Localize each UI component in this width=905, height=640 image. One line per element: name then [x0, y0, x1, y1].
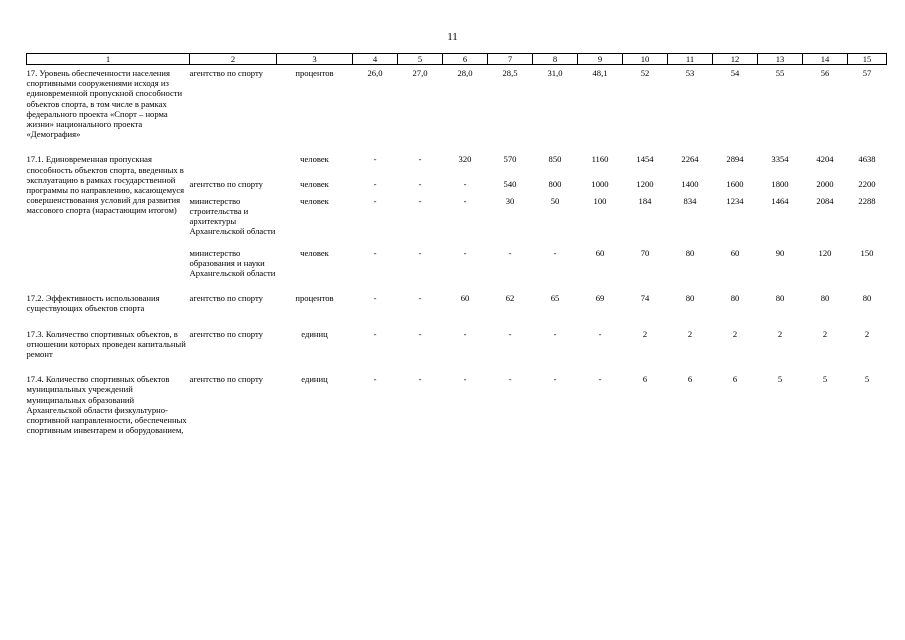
unit-of-measure: человек — [300, 247, 329, 258]
value-cell: 60 — [460, 293, 470, 304]
value-cell: - — [373, 374, 377, 385]
value-cell: - — [553, 374, 557, 385]
value-cell: - — [553, 328, 557, 339]
value-cell: 53 — [685, 68, 695, 78]
column-header: 2 — [190, 54, 277, 65]
value-cell: 3354 — [771, 154, 789, 165]
value-cell: 80 — [685, 293, 695, 304]
value-cell: 60 — [730, 247, 740, 258]
value-cell: 80 — [730, 293, 740, 304]
value-cell: 2084 — [816, 195, 834, 206]
value-cell: 1400 — [681, 178, 699, 189]
value-cell: 2 — [732, 328, 738, 339]
value-cell: - — [373, 293, 377, 304]
value-cell: 50 — [550, 195, 560, 206]
table-row — [27, 237, 887, 279]
value-cell: 80 — [820, 293, 830, 304]
responsible-body: агентство по спорту — [189, 178, 263, 189]
table-row — [27, 278, 887, 313]
unit-of-measure: процентов — [295, 68, 334, 78]
value-cell: 800 — [548, 178, 562, 189]
value-cell: 2 — [822, 328, 828, 339]
value-cell: 31,0 — [547, 68, 563, 78]
value-cell: 6 — [642, 374, 648, 385]
value-cell: - — [553, 247, 557, 258]
table-header-row — [27, 54, 887, 65]
value-cell: - — [418, 247, 422, 258]
value-cell: 1464 — [771, 195, 789, 206]
value-cell: 570 — [503, 154, 517, 165]
column-header: 5 — [398, 54, 443, 65]
value-cell: 6 — [687, 374, 693, 385]
indicator-name: 17.4. Количество спортивных объектов муниципальных учреждений муниципальных образований Архангельской области физкультурно-спортивной направленности, обеспеченных спортивным инвентарем и оборудованием, — [26, 374, 187, 436]
column-header: 10 — [623, 54, 668, 65]
value-cell: 320 — [458, 154, 472, 165]
value-cell: - — [508, 374, 512, 385]
indicator-name: 17.3. Количество спортивных объектов, в отношении которых проведен капитальный ремонт — [26, 328, 186, 360]
value-cell: 2894 — [726, 154, 744, 165]
value-cell: - — [463, 247, 467, 258]
table-row — [27, 139, 887, 164]
value-cell: - — [598, 328, 602, 339]
value-cell: - — [418, 374, 422, 385]
value-cell: - — [373, 195, 377, 206]
value-cell: - — [508, 328, 512, 339]
table-row — [27, 359, 887, 435]
value-cell: 60 — [595, 247, 605, 258]
value-cell: - — [508, 247, 512, 258]
value-cell: 2 — [777, 328, 783, 339]
unit-of-measure: человек — [300, 195, 329, 206]
responsible-body: агентство по спорту — [189, 374, 263, 385]
value-cell: 62 — [505, 293, 515, 304]
indicator-name: 17. Уровень обеспеченности населения спортивными сооружениями исходя из единовременной пропускной способности объектов спорта, в том числе в рамках федерального проекта «Спорт – норма жизни» национального проекта «Демография» — [26, 68, 183, 140]
value-cell: 80 — [685, 247, 695, 258]
value-cell: 2000 — [816, 178, 834, 189]
value-cell: 57 — [862, 68, 872, 78]
column-header: 9 — [578, 54, 623, 65]
value-cell: - — [463, 195, 467, 206]
value-cell: 48,1 — [592, 68, 608, 78]
value-cell: 1000 — [591, 178, 609, 189]
responsible-body: агентство по спорту — [189, 68, 263, 78]
value-cell: 54 — [730, 68, 740, 78]
value-cell: 1234 — [726, 195, 744, 206]
value-cell: 5 — [864, 374, 870, 385]
value-cell: - — [418, 195, 422, 206]
value-cell: 5 — [822, 374, 828, 385]
responsible-body — [190, 139, 277, 164]
value-cell: 90 — [775, 247, 785, 258]
value-cell: 4638 — [858, 154, 876, 165]
unit-of-measure: процентов — [295, 293, 334, 304]
table-row — [27, 314, 887, 360]
value-cell: 2264 — [681, 154, 699, 165]
indicator-name — [27, 237, 190, 279]
column-header: 6 — [443, 54, 488, 65]
value-cell: 2288 — [858, 195, 876, 206]
responsible-body: министерство образования и науки Архангельской области — [189, 247, 276, 279]
value-cell: - — [418, 293, 422, 304]
value-cell: 834 — [683, 195, 697, 206]
value-cell: 2 — [642, 328, 648, 339]
value-cell: - — [373, 247, 377, 258]
value-cell: 56 — [820, 68, 830, 78]
indicator-name: 17.2. Эффективность использования существующих объектов спорта — [26, 293, 160, 314]
table-row — [27, 65, 887, 140]
responsible-body: агентство по спорту — [189, 293, 263, 304]
responsible-body: министерство строительства и архитектуры Архангельской области — [189, 195, 276, 237]
responsible-body: агентство по спорту — [189, 328, 263, 339]
column-header: 15 — [848, 54, 887, 65]
indicator-name: 17.1. Единовременная пропускная способность объектов спорта, введенных в эксплуатацию в рамках государственной программы по направлению, касающемуся совершенствования условий для развития массового спорта (нарастающим итогом) — [26, 154, 185, 216]
value-cell: 184 — [638, 195, 652, 206]
column-header: 14 — [803, 54, 848, 65]
column-header: 3 — [277, 54, 353, 65]
value-cell: 1800 — [771, 178, 789, 189]
value-cell: 55 — [775, 68, 785, 78]
value-cell: 26,0 — [367, 68, 383, 78]
column-header: 8 — [533, 54, 578, 65]
column-header: 12 — [713, 54, 758, 65]
value-cell: 30 — [505, 195, 515, 206]
value-cell: - — [373, 328, 377, 339]
indicators-table — [26, 53, 887, 435]
value-cell: 28,5 — [502, 68, 518, 78]
unit-of-measure: единиц — [301, 374, 328, 385]
value-cell: 65 — [550, 293, 560, 304]
value-cell: 100 — [593, 195, 607, 206]
unit-of-measure: единиц — [301, 328, 328, 339]
column-header: 4 — [353, 54, 398, 65]
value-cell: 27,0 — [412, 68, 428, 78]
value-cell: 69 — [595, 293, 605, 304]
value-cell: - — [418, 154, 422, 165]
value-cell: 1600 — [726, 178, 744, 189]
value-cell: 28,0 — [457, 68, 473, 78]
value-cell: 52 — [640, 68, 650, 78]
value-cell: 70 — [640, 247, 650, 258]
value-cell: - — [418, 178, 422, 189]
value-cell: 1454 — [636, 154, 654, 165]
value-cell: 120 — [818, 247, 832, 258]
column-header: 7 — [488, 54, 533, 65]
value-cell: 850 — [548, 154, 562, 165]
value-cell: - — [373, 154, 377, 165]
unit-of-measure: человек — [300, 154, 329, 165]
value-cell: 2 — [687, 328, 693, 339]
value-cell: 5 — [777, 374, 783, 385]
value-cell: 6 — [732, 374, 738, 385]
value-cell: 1160 — [591, 154, 609, 165]
unit-of-measure: человек — [300, 178, 329, 189]
column-header: 11 — [668, 54, 713, 65]
column-header: 13 — [758, 54, 803, 65]
value-cell: 540 — [503, 178, 517, 189]
value-cell: 80 — [775, 293, 785, 304]
value-cell: 80 — [862, 293, 872, 304]
value-cell: - — [463, 178, 467, 189]
value-cell: 150 — [860, 247, 874, 258]
value-cell: 2 — [864, 328, 870, 339]
value-cell: - — [598, 374, 602, 385]
value-cell: - — [463, 328, 467, 339]
value-cell: - — [373, 178, 377, 189]
column-header: 1 — [27, 54, 190, 65]
value-cell: 2200 — [858, 178, 876, 189]
value-cell: - — [418, 328, 422, 339]
value-cell: 74 — [640, 293, 650, 304]
value-cell: - — [463, 374, 467, 385]
value-cell: 1200 — [636, 178, 654, 189]
page-number: 11 — [447, 31, 458, 43]
value-cell: 4204 — [816, 154, 834, 165]
